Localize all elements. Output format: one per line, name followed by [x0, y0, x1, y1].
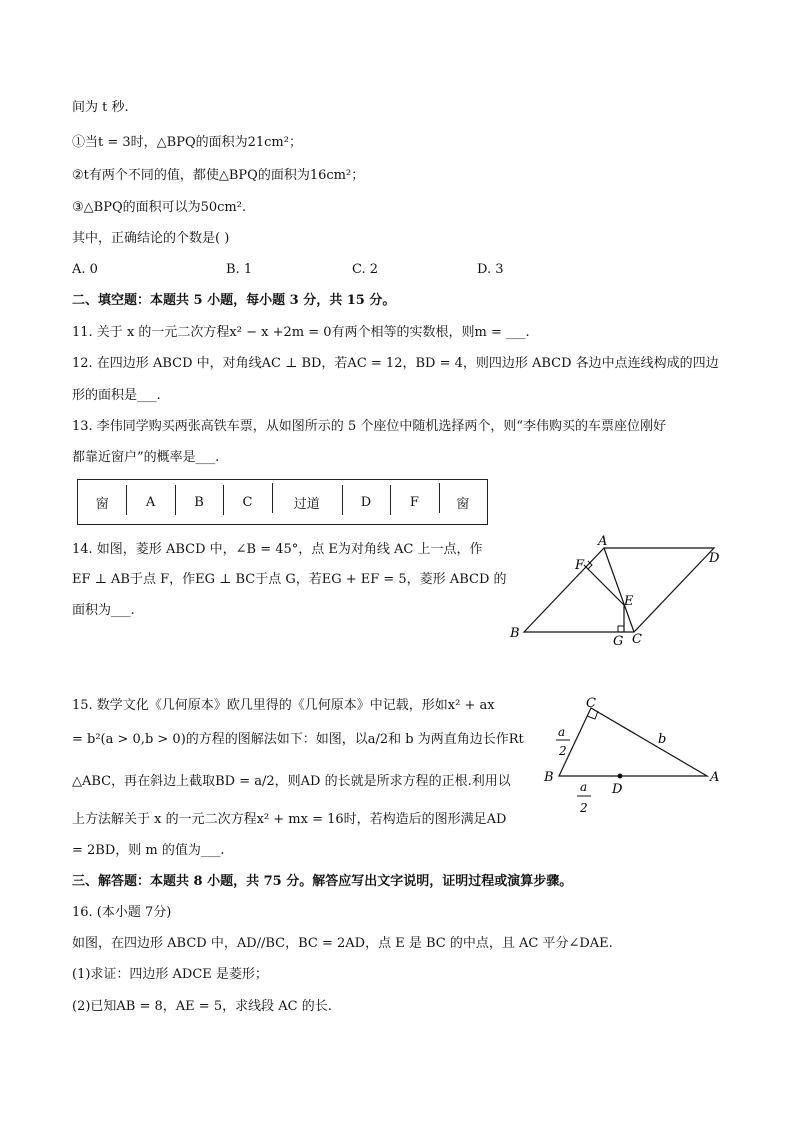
- statement-1: ①当t = 3时，△BPQ的面积为21cm²；: [72, 135, 302, 150]
- question-12-line2: 形的面积是___.: [72, 388, 161, 403]
- label-b-side: b: [658, 732, 667, 747]
- label-d: D: [709, 551, 720, 566]
- question-16-stem: 如图，在四边形 ABCD 中，AD//BC，BC = 2AD，点 E 是 BC 的中点，且 AC 平分∠DAE.: [72, 936, 613, 951]
- label-f: F: [575, 558, 585, 573]
- question-14-line1: 14. 如图，菱形 ABCD 中，∠B = 45°，点 E为对角线 AC 上一点，作: [72, 542, 483, 557]
- question-15-line4: 上方法解关于 x 的一元二次方程x² + mx = 16时，若构造后的图形满足AD: [72, 812, 507, 827]
- question-15-line2: = b²(a > 0,b > 0)的方程的图解法如下：如图，以a/2和 b 为两直角边长作Rt: [72, 732, 524, 747]
- label-c: C: [586, 696, 596, 711]
- option-d: D. 3: [477, 262, 504, 277]
- seat-aisle: 过道: [272, 493, 342, 512]
- seat-table: [77, 479, 488, 525]
- question-15-line1: 15. 数学文化《几何原本》欧几里得的《几何原本》中记载，形如x² + ax: [72, 698, 495, 713]
- rhombus-figure: [500, 535, 740, 650]
- section-2-heading: 二、填空题：本题共 5 小题，每小题 3 分，共 15 分。: [72, 293, 396, 308]
- label-a-num-2: a: [580, 780, 588, 794]
- question-13-line1: 13. 李伟同学购买两张高铁车票，从如图所示的 5 个座位中随机选择两个，则“李伟购买的车票座位刚好: [72, 419, 666, 434]
- question-14-line3: 面积为___.: [72, 603, 135, 618]
- line-time: 间为 t 秒.: [72, 100, 129, 115]
- label-e: E: [624, 594, 634, 609]
- seat-b: B: [175, 495, 223, 510]
- section-3-heading: 三、解答题：本题共 8 小题，共 75 分。解答应写出文字说明，证明过程或演算步骤。: [72, 874, 573, 889]
- label-a-vertex: A: [710, 770, 720, 785]
- label-d: D: [612, 782, 623, 797]
- seat-f: F: [390, 495, 438, 510]
- question-15-line3: △ABC，再在斜边上截取BD = a/2，则AD 的长就是所求方程的正根.利用以: [72, 774, 511, 789]
- label-2-den-2: 2: [580, 801, 588, 815]
- question-12-line1: 12. 在四边形 ABCD 中，对角线AC ⊥ BD，若AC = 12，BD = 4，则四边形 ABCD 各边中点连线构成的四边: [72, 356, 719, 371]
- question-10-prompt: 其中，正确结论的个数是( ): [72, 231, 230, 246]
- label-g: G: [613, 634, 624, 649]
- question-14-line2: EF ⊥ AB于点 F，作EG ⊥ BC于点 G，若EG + EF = 5，菱形 ABCD 的: [72, 572, 507, 587]
- right-triangle-figure: [540, 695, 730, 820]
- option-a: A. 0: [72, 262, 98, 277]
- seat-d: D: [342, 495, 390, 510]
- seat-window-right: 窗: [439, 493, 487, 512]
- question-16-title: 16. (本小题 7分): [72, 905, 172, 920]
- question-16-part1: (1)求证：四边形 ADCE 是菱形；: [72, 967, 268, 982]
- seat-a: A: [126, 495, 174, 510]
- option-b: B. 1: [226, 262, 253, 277]
- seat-c: C: [223, 495, 271, 510]
- label-a-num-1: a: [558, 725, 566, 739]
- label-a: A: [598, 535, 608, 549]
- label-b-vertex: B: [544, 770, 554, 785]
- question-13-line2: 都靠近窗户”的概率是___.: [72, 450, 220, 465]
- statement-3: ③△BPQ的面积可以为50cm².: [72, 200, 247, 215]
- label-c: C: [632, 632, 642, 647]
- label-2-den-1: 2: [559, 744, 567, 758]
- question-11: 11. 关于 x 的一元二次方程x² − x +2m = 0有两个相等的实数根，则m = ___.: [72, 325, 530, 340]
- question-16-part2: (2)已知AB = 8，AE = 5，求线段 AC 的长.: [72, 999, 332, 1014]
- seat-window-left: 窗: [95, 496, 109, 512]
- statement-2: ②t有两个不同的值，都使△BPQ的面积为16cm²；: [72, 168, 365, 183]
- label-b: B: [510, 626, 520, 641]
- option-c: C. 2: [352, 262, 379, 277]
- question-15-line5: = 2BD，则 m 的值为___.: [72, 843, 225, 858]
